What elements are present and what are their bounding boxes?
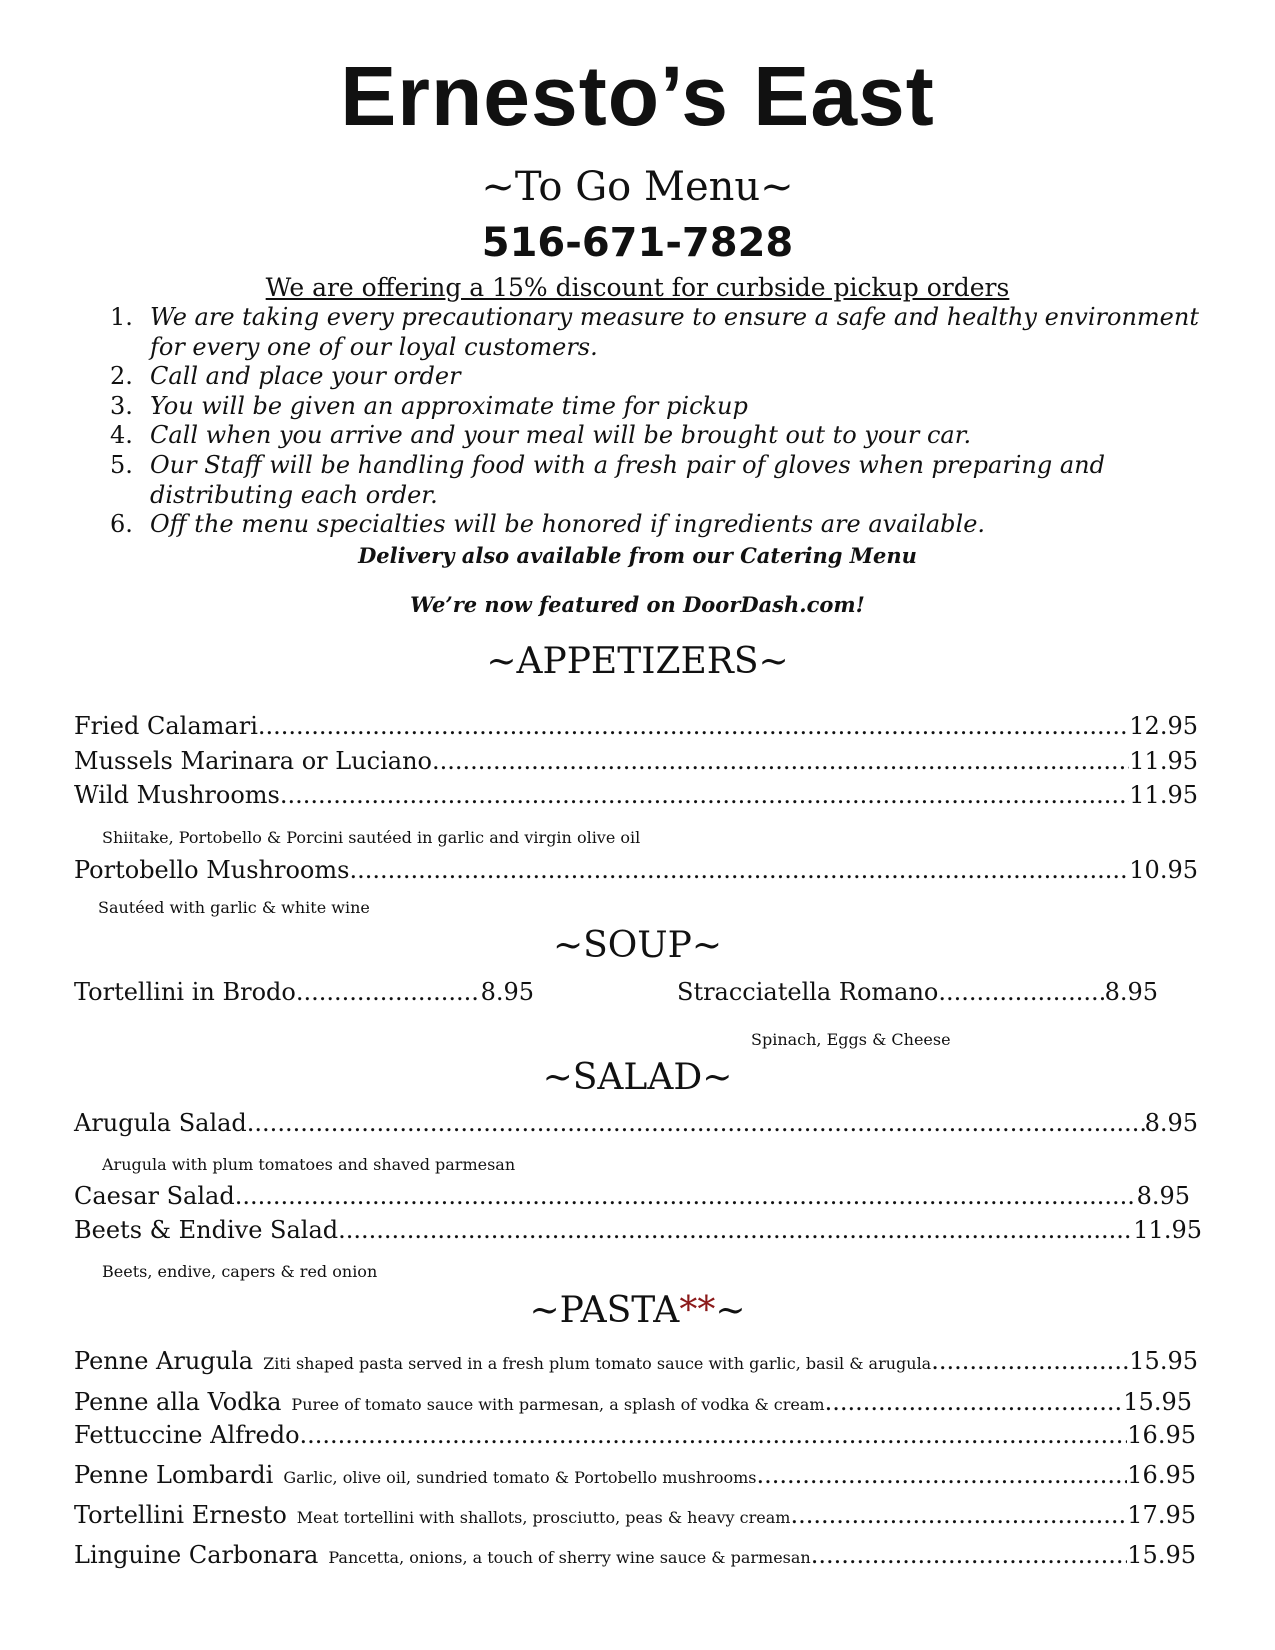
dot-leader — [296, 976, 481, 1008]
item-price: 15.95 — [1123, 1388, 1192, 1416]
dot-leader — [938, 976, 1104, 1008]
rule-number: 5. — [110, 450, 133, 479]
item-price: 8.95 — [1144, 1109, 1198, 1137]
menu-subtitle: ~To Go Menu~ — [481, 164, 794, 210]
item-price: 8.95 — [480, 978, 534, 1006]
item-name: Penne Arugula — [74, 1347, 254, 1375]
menu-item-penne-alla-vodka — [74, 1386, 1192, 1421]
item-price: 8.95 — [1104, 978, 1158, 1006]
rule-text: We are taking every precautionary measure to ensure a safe and healthy environment for every one of our loyal customers. — [150, 303, 1199, 361]
dot-leader — [349, 854, 1129, 886]
dot-leader — [247, 1107, 1145, 1139]
menu-item-penne-arugula — [74, 1345, 1198, 1380]
item-name: Wild Mushrooms — [74, 781, 280, 809]
menu-item-tortellini-in-brodo — [74, 976, 534, 1008]
appetizers-heading: ~APPETIZERS~ — [486, 641, 789, 682]
item-price: 10.95 — [1129, 856, 1198, 884]
item-description: Beets, endive, capers & red onion — [102, 1262, 378, 1281]
item-price: 16.95 — [1127, 1421, 1196, 1449]
item-price: 11.95 — [1129, 747, 1198, 775]
menu-item-tortellini-ernesto — [74, 1499, 1196, 1534]
rule-number: 2. — [110, 362, 133, 391]
rule-item — [110, 362, 1220, 392]
dot-leader — [280, 779, 1129, 811]
item-name: Portobello Mushrooms — [74, 856, 350, 884]
item-description: Garlic, olive oil, sundried tomato & Portobello mushrooms — [283, 1468, 757, 1487]
item-name: Mussels Marinara or Luciano — [74, 747, 432, 775]
item-price: 11.95 — [1129, 781, 1198, 809]
dot-leader — [825, 1386, 1124, 1418]
item-name: Tortellini in Brodo — [74, 978, 296, 1006]
rule-item — [110, 451, 1220, 510]
dot-leader — [432, 745, 1129, 777]
dot-leader — [790, 1499, 1127, 1531]
menu-item-fried-calamari — [74, 710, 1198, 742]
item-price: 16.95 — [1127, 1461, 1196, 1489]
menu-item-portobello-mushrooms — [74, 854, 1198, 886]
item-name: Stracciatella Romano — [677, 978, 939, 1006]
rule-text: Call and place your order — [150, 362, 461, 391]
phone-number: 516-671-7828 — [481, 220, 794, 266]
rule-number: 6. — [110, 510, 133, 539]
rule-text: Our Staff will be handling food with a fresh pair of gloves when preparing and distributing each order. — [150, 450, 1105, 509]
item-name: Beets & Endive Salad — [74, 1216, 339, 1244]
item-name: Tortellini Ernesto — [74, 1501, 287, 1529]
dot-leader — [756, 1459, 1127, 1491]
pasta-heading — [0, 1289, 1275, 1333]
rule-number: 4. — [110, 421, 133, 450]
rule-item — [110, 392, 1220, 422]
item-name: Caesar Salad — [74, 1182, 235, 1210]
pasta-asterisks: ** — [679, 1290, 716, 1331]
item-price: 15.95 — [1127, 1541, 1196, 1569]
dot-leader — [931, 1345, 1129, 1377]
item-price: 17.95 — [1127, 1501, 1196, 1529]
soup-heading: ~SOUP~ — [552, 925, 723, 966]
rule-text: You will be given an approximate time for pickup — [150, 391, 748, 420]
dot-leader — [811, 1539, 1128, 1571]
delivery-note: Delivery also available from our Catering Menu — [358, 543, 917, 568]
item-name: Arugula Salad — [74, 1109, 247, 1137]
doordash-note: We’re now featured on DoorDash.com! — [410, 592, 865, 617]
menu-item-mussels — [74, 745, 1198, 777]
discount-banner: We are offering a 15% discount for curbside pickup orders — [265, 273, 1010, 302]
item-description: Pancetta, onions, a touch of sherry wine sauce & parmesan — [328, 1548, 811, 1567]
item-price: 12.95 — [1129, 712, 1198, 740]
dot-leader — [235, 1180, 1137, 1212]
pasta-heading-end: ~ — [715, 1290, 746, 1331]
menu-item-arugula-salad — [74, 1107, 1198, 1139]
item-name: Fried Calamari — [74, 712, 258, 740]
item-name: Penne Lombardi — [74, 1461, 274, 1489]
item-name: Linguine Carbonara — [74, 1541, 319, 1569]
item-price: 8.95 — [1136, 1182, 1190, 1210]
menu-item-wild-mushrooms — [74, 779, 1198, 811]
item-description: Arugula with plum tomatoes and shaved parmesan — [102, 1155, 516, 1174]
item-description: Sautéed with garlic & white wine — [98, 898, 370, 917]
item-price: 15.95 — [1129, 1347, 1198, 1375]
menu-item-caesar-salad — [74, 1180, 1190, 1212]
pickup-rules-list — [110, 303, 1220, 540]
rule-number: 3. — [110, 391, 133, 420]
rule-item — [110, 510, 1220, 540]
rule-item — [110, 303, 1220, 362]
rule-item — [110, 421, 1220, 451]
rule-text: Off the menu specialties will be honored if ingredients are available. — [150, 510, 986, 539]
pasta-heading-text: ~PASTA — [529, 1290, 680, 1331]
rule-text: Call when you arrive and your meal will be brought out to your car. — [150, 421, 972, 450]
dot-leader — [338, 1214, 1133, 1246]
menu-item-stracciatella-romano — [677, 976, 1158, 1008]
item-name: Penne alla Vodka — [74, 1388, 282, 1416]
item-price: 11.95 — [1133, 1216, 1202, 1244]
menu-item-penne-lombardi — [74, 1459, 1196, 1494]
item-description: Spinach, Eggs & Cheese — [751, 1030, 951, 1049]
item-description: Ziti shaped pasta served in a fresh plum tomato sauce with garlic, basil & arugula — [263, 1354, 932, 1373]
menu-item-linguine-carbonara — [74, 1539, 1196, 1574]
restaurant-title: Ernesto’s East — [340, 49, 935, 143]
menu-item-beets-endive-salad — [74, 1214, 1202, 1246]
item-description: Puree of tomato sauce with parmesan, a splash of vodka & cream — [291, 1395, 825, 1414]
item-name: Fettuccine Alfredo — [74, 1421, 300, 1449]
rule-number: 1. — [110, 303, 133, 331]
item-description: Shiitake, Portobello & Porcini sautéed in garlic and virgin olive oil — [102, 828, 641, 847]
item-description: Meat tortellini with shallots, prosciutto, peas & heavy cream — [296, 1508, 791, 1527]
dot-leader — [258, 710, 1129, 742]
menu-item-fettuccine-alfredo — [74, 1419, 1196, 1451]
dot-leader — [300, 1419, 1128, 1451]
salad-heading: ~SALAD~ — [542, 1057, 733, 1098]
